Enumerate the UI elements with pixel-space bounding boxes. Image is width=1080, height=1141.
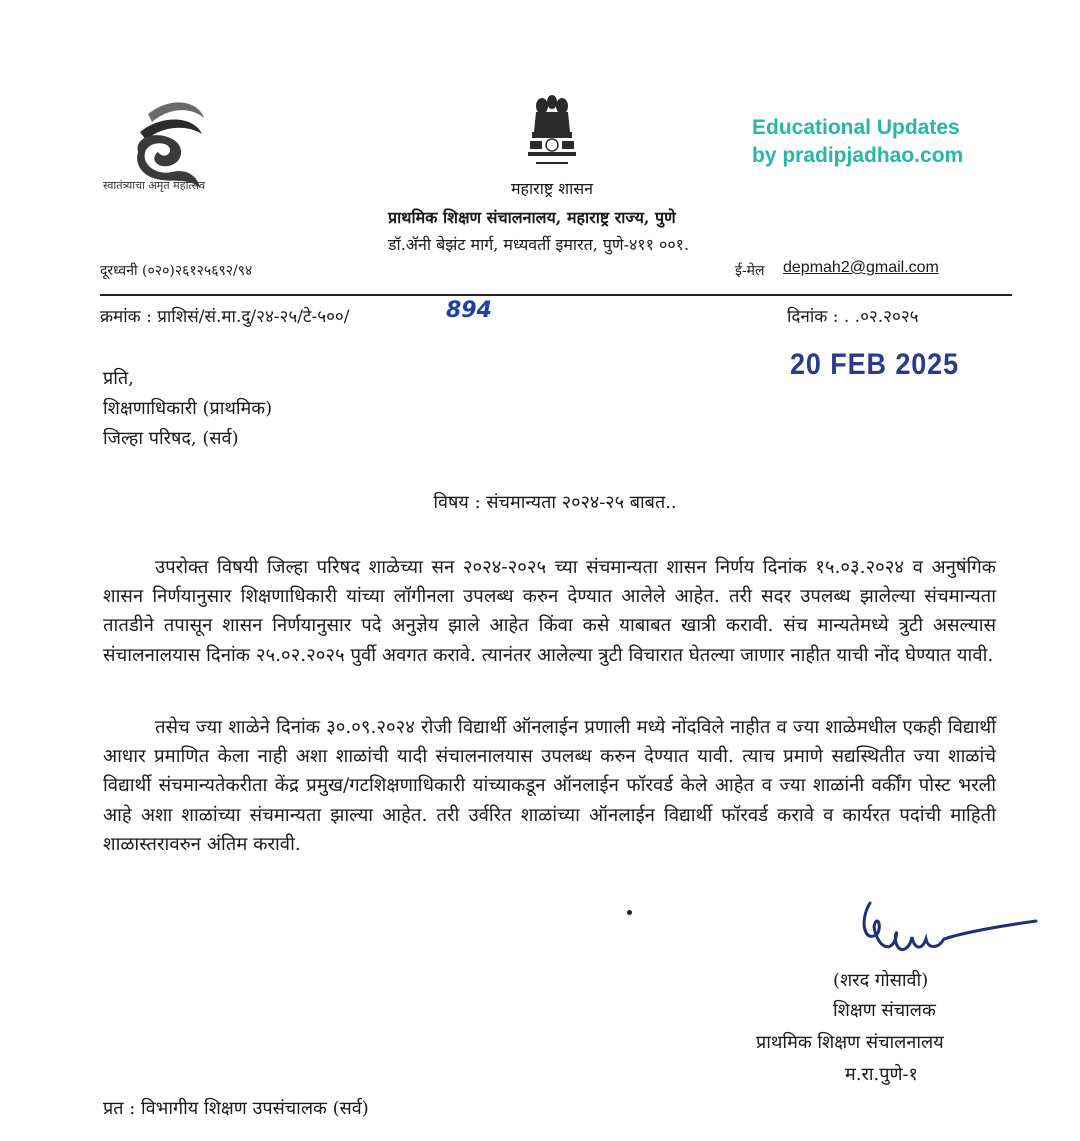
signature-scribble: [848, 893, 1038, 965]
copy-to: प्रत : विभागीय शिक्षण उपसंचालक (सर्व): [103, 1098, 369, 1119]
state-emblem-icon: [522, 92, 582, 170]
body-paragraph-2: तसेच ज्या शाळेने दिनांक ३०.०९.२०२४ रोजी विद्यार्थी ऑनलाईन प्रणाली मध्ये नोंदविले नाहीत व ज्या शाळेमधील एकही विद्यार्थी आधार प्रमाणित केला नाही अशा शाळांची यादी संचालनालयास उपलब्ध करुन देण्यात यावी. त्याच प्रमाणे सद्यस्थितीत ज्या शाळांचे विद्यार्थी संचमान्यतेकरीता केंद्र प्रमुख/गटशिक्षणाधिकारी यांच्याकडून ऑनलाईन फॉरवर्ड केले आहेत व ज्या शाळांनी वर्कींग पोस्ट भरली आहे अशा शाळांच्या संचमान्यता झाल्या आहेत. तरी उर्वरित शाळांच्या ऑनलाईन विद्यार्थी फॉरवर्ड करावे व कार्यरत पदांची माहिती शाळास्तरावरुन अंतिम करावी.: [103, 717, 996, 855]
office-address: डॉ.ॲनी बेझंट मार्ग, मध्यवर्ती इमारत, पुणे-४११ ००१.: [388, 235, 690, 254]
watermark: [752, 114, 963, 170]
signatory-place: म.रा.पुणे-१: [845, 1064, 918, 1085]
subject-line: विषय : संचमान्यता २०२४-२५ बाबत..: [433, 492, 677, 513]
left-logo-caption: स्वातंत्र्याचा अमृत महोत्सव: [103, 179, 206, 192]
recipient-prati: प्रति,: [103, 368, 134, 389]
office-name: प्राथमिक शिक्षण संचालनालय, महाराष्ट्र राज्य, पुणे: [388, 208, 676, 227]
letter-date: दिनांक : . .०२.२०२५: [787, 307, 919, 327]
body-paragraph-1: उपरोक्त विषयी जिल्हा परिषद शाळेच्या सन २०२४-२०२५ च्या संचमान्यता शासन निर्णय दिनांक १५.०३.२०२४ व अनुषंगिक शासन निर्णयानुसार शिक्षणाधिकारी यांच्या लॉगीनला उपलब्ध करुन देण्यात आलेले आहेत. तरी सदर उपलब्ध झालेल्या संचमान्यता तातडीने तपासून शासन निर्णयानुसार पदे अनुज्ञेय झाले आहेत किंवा कसे याबाबत खात्री करावी. संच मान्यतेमध्ये त्रुटी असल्यास संचालनालयास दिनांक २५.०२.२०२५ पुर्वी अवगत करावे. त्यानंतर आलेल्या त्रुटी विचारात घेतल्या जाणार नाहीत याची नोंद घेण्यात यावी.: [103, 557, 996, 666]
email-label: ई-मेल: [735, 263, 765, 279]
header-divider: [100, 294, 1012, 296]
date-stamp: 20 FEB 2025: [790, 348, 960, 381]
signatory-designation: शिक्षण संचालक: [833, 1000, 936, 1021]
phone-number: दूरध्वनी (०२०)२६१२५६९२/९४: [100, 263, 253, 279]
watermark-line-1: Educational Updates: [752, 116, 960, 139]
ink-dot: [627, 910, 632, 915]
reference-number: क्रमांक : प्राशिसं/सं.मा.दु/२४-२५/टे-५००/: [100, 307, 350, 327]
recipient-line-1: शिक्षणाधिकारी (प्राथमिक): [103, 398, 273, 419]
signatory-name: (शरद गोसावी): [833, 970, 929, 991]
watermark-line-2: by pradipjadhao.com: [752, 144, 964, 167]
signatory-office: प्राथमिक शिक्षण संचालनालय: [756, 1032, 944, 1053]
handwritten-reference-number: 894: [446, 298, 492, 323]
email-link[interactable]: depmah2@gmail.com: [783, 259, 939, 276]
government-name: महाराष्ट्र शासन: [510, 179, 594, 198]
recipient-line-2: जिल्हा परिषद, (सर्व): [103, 428, 239, 449]
